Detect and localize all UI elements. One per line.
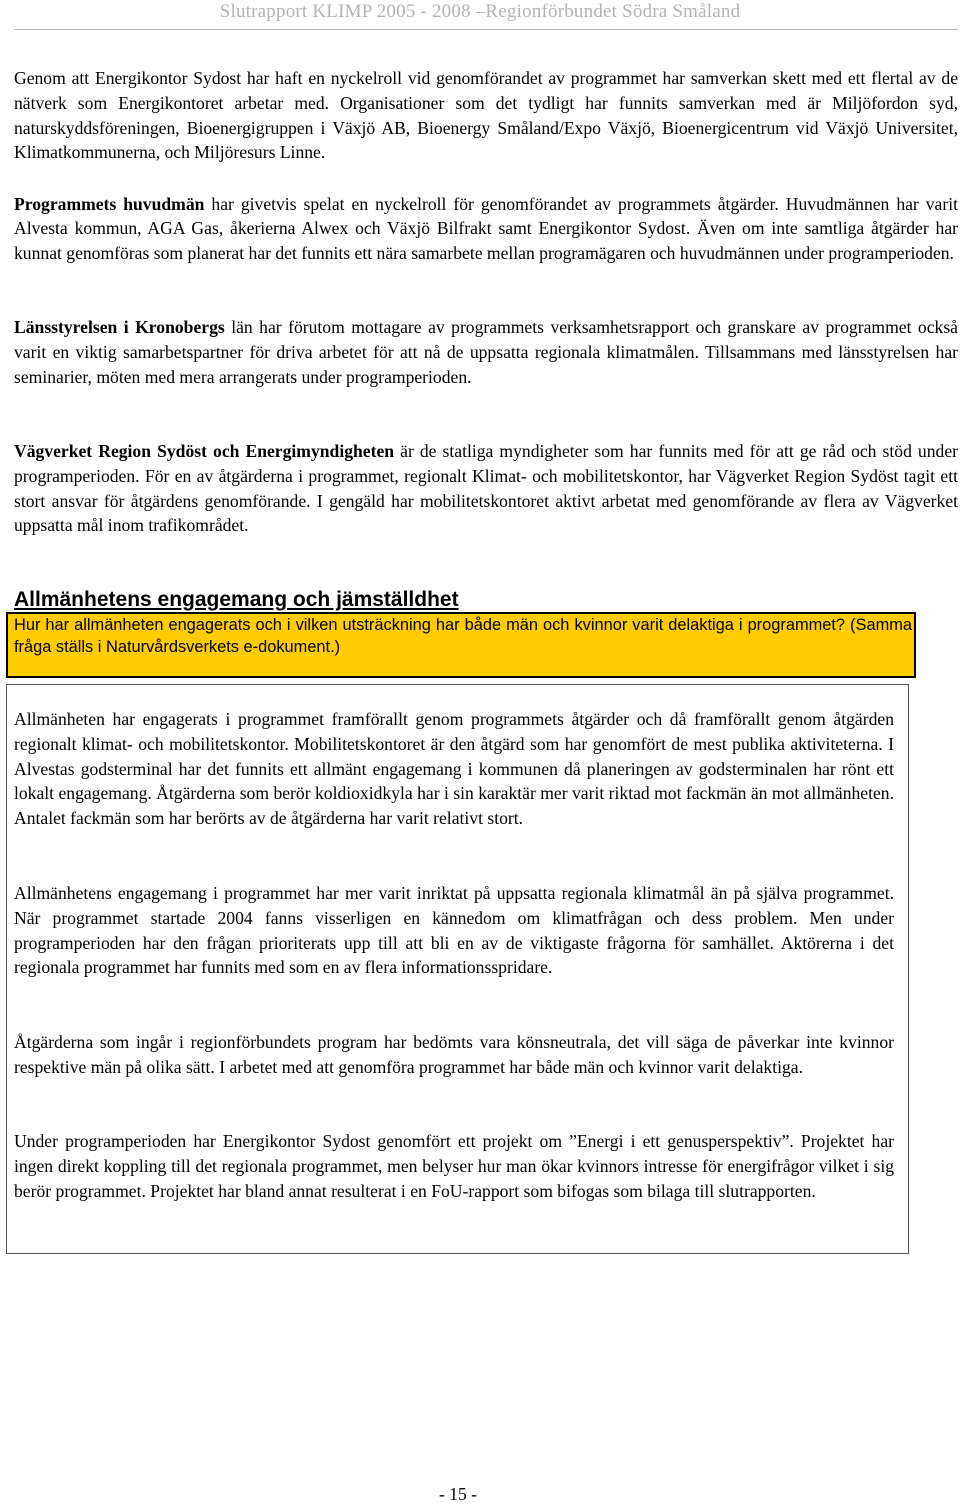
paragraph-principals-lead: Programmets huvudmän [14, 194, 205, 214]
paragraph-cooperation-text: Genom att Energikontor Sydost har haft en nyckelroll vid genomförandet av programmet har samverkan skett med ett flertal av de nätverk som Energikontoret arbetar med. Organisationer som det tydligt har funnits samverkan med är Miljöfordon syd, naturskyddsföreningen, Bioenergigruppen i Växjö AB, Bioenergy Småland/Expo Växjö, Bioenergicentrum vid Växjö Universitet, Klimatkommunerna, och Miljöresurs Linne. [14, 68, 958, 163]
question-box [6, 612, 916, 678]
header-divider [14, 29, 958, 30]
section-heading: Allmänhetens engagemang och jämställdhet [14, 588, 459, 611]
paragraph-principals-text: har givetvis spelat en nyckelroll för genomförandet av programmets åtgärder. Huvudmännen har varit Alvesta kommun, AGA Gas, åkerierna Alwex och Växjö Bilfrakt samt Energikontor Sydost. Även om inte samtliga åtgärder har kunnat genomföras som planerat har det funnits ett nära samarbete mellan programägaren och huvudmännen under programperioden. [14, 194, 959, 263]
paragraph-authorities-lead: Vägverket Region Sydöst och Energimyndigheten [14, 441, 395, 461]
paragraph-cooperation [14, 66, 958, 165]
answer-paragraph-gender-project: Under programperioden har Energikontor Sydost genomfört ett projekt om ”Energi i ett genusperspektiv”. Projektet har ingen direkt koppling till det regionala programmet, men belyser hur man ökar kvinnors intresse för energifrågor vilket i sig berör programmet. Projektet har bland annat resulterat i en FoU-rapport som bifogas som bilaga till slutrapporten. [14, 1131, 894, 1201]
running-header: Slutrapport KLIMP 2005 - 2008 –Regionförbundet Södra Småland [219, 1, 741, 22]
page-number: - 15 - [438, 1484, 478, 1504]
paragraph-county-board-lead: Länsstyrelsen i Kronobergs [14, 317, 225, 337]
question-text: Hur har allmänheten engagerats och i vilken utsträckning har både män och kvinnor varit delaktiga i programmet? (Samma fråga ställs i Naturvårdsverkets e-dokument.) [14, 616, 912, 656]
paragraph-principals [14, 192, 958, 265]
paragraph-authorities [14, 439, 958, 538]
paragraph-authorities-text: är de statliga myndigheter som har funnits med för att ge råd och stöd under programperioden. För en av åtgärderna i programmet, regionalt Klimat- och mobilitetskontor, har Vägverket Region Sydöst tagit ett stort ansvar för åtgärdens genomförande. I gengäld har mobilitetskontoret aktivt arbetat med genomförande av flera av Vägverket uppsatta mål inom trafikområdet. [14, 441, 958, 536]
answer-paragraph-gender-neutral: Åtgärderna som ingår i regionförbundets program har bedömts vara könsneutrala, det vill säga de påverkar inte kvinnor respektive män på olika sätt. I arbetet med att genomföra programmet har både män och kvinnor varit delaktiga. [14, 1032, 894, 1077]
paragraph-county-board-text: län har förutom mottagare av programmets verksamhetsrapport och granskare av programmet också varit en viktig samarbetspartner för driva arbetet för att nå de uppsatta regionala klimatmålen. Tillsammans med länsstyrelsen har seminarier, möten med mera arrangerats under programperioden. [14, 317, 958, 387]
paragraph-county-board [14, 315, 958, 389]
answer-paragraph-public: Allmänheten har engagerats i programmet framförallt genom programmets åtgärder och då framförallt genom åtgärden regionalt klimat- och mobilitetskontor. Mobilitetskontoret är den åtgärd som har genomfört de mest publika aktiviteterna. I Alvestas godsterminal har det funnits ett allmänt engagemang i kommunen då planeringen av godsterminalen har rönt ett lokalt engagemang. Åtgärderna som berör koldioxidkyla har i sin karaktär mer varit riktad mot fackmän än mot allmänheten. Antalet fackmän som har berörts av de åtgärderna har varit relativt stort. [14, 709, 894, 829]
answer-paragraph-engagement: Allmänhetens engagemang i programmet har mer varit inriktat på uppsatta regionala klimatmål än på själva programmet. När programmet startade 2004 fanns visserligen en kännedom om klimatfrågan och dess problem. Men under programperioden har den frågan prioriterats upp till att bli en av de viktigaste frågorna för samhället. Aktörerna i det regionala programmet har funnits med som en av flera informationsspridare. [14, 883, 894, 978]
